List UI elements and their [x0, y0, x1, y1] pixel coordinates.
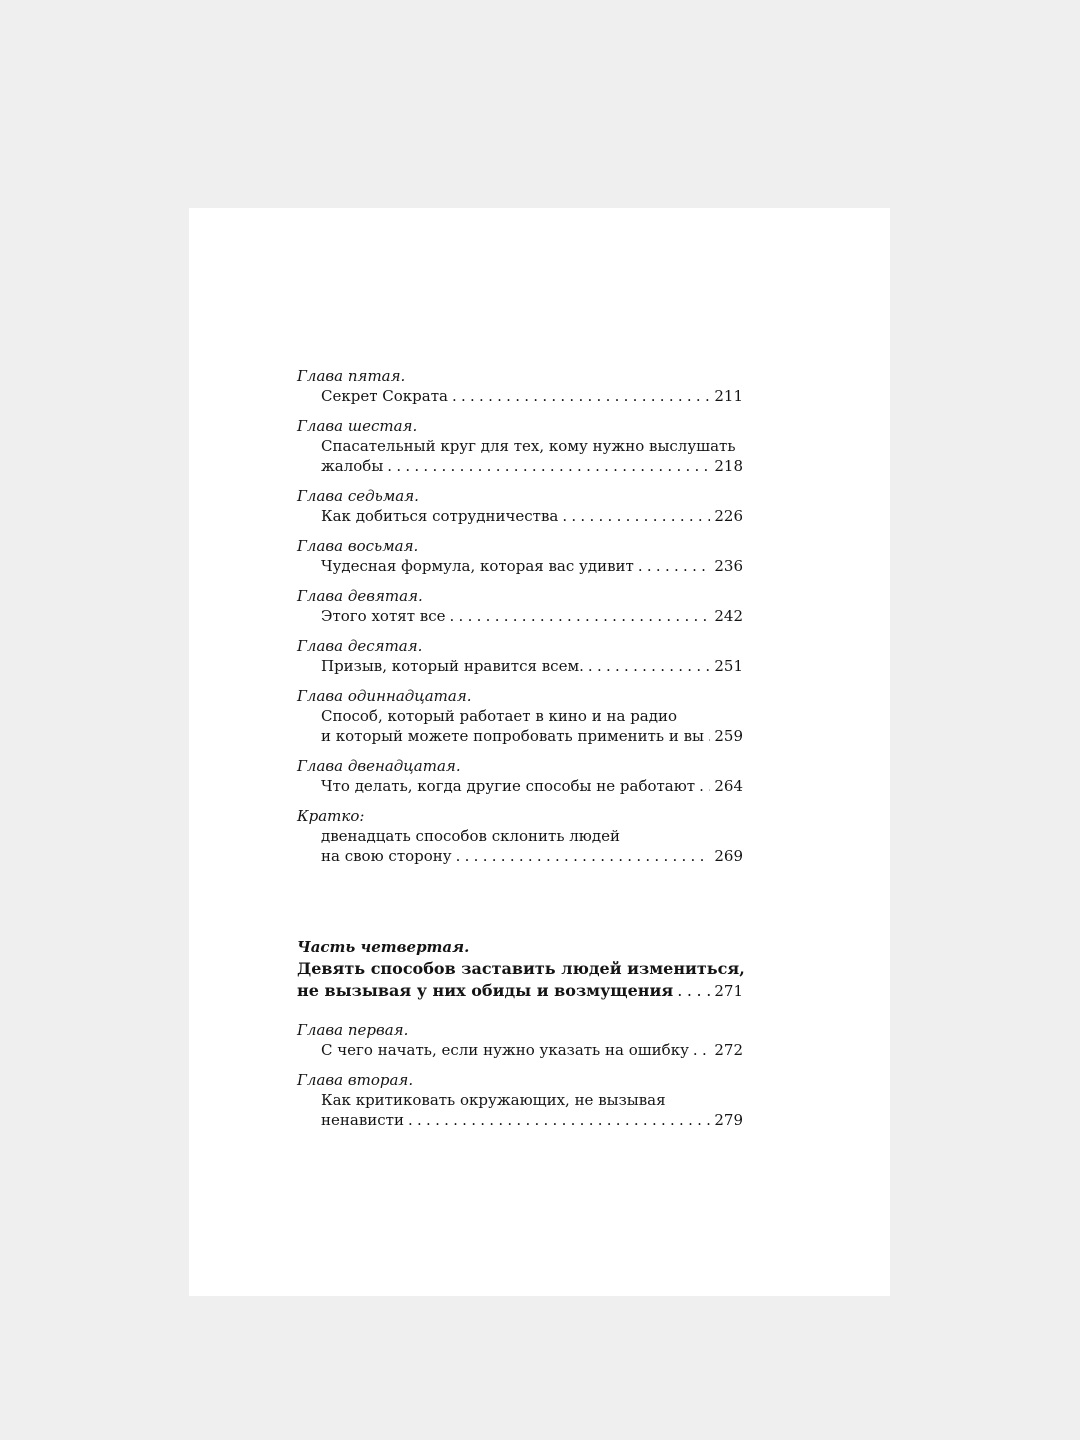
chapter-title: С чего начать, если нужно указать на ошибку	[321, 1041, 689, 1059]
chapter-title-line	[321, 386, 743, 406]
toc-entry-p4-chapter-2	[297, 1070, 743, 1130]
chapter-title-line	[321, 1040, 743, 1060]
chapter-title-line-1: Как критиковать окружающих, не вызывая	[321, 1091, 666, 1109]
toc-part-4	[297, 936, 743, 1002]
part-title: не вызывая у них обиды и возмущения	[297, 981, 674, 1000]
toc-entry-chapter-9	[297, 586, 743, 626]
chapter-title: Секрет Сократа	[321, 387, 448, 405]
chapter-label: Глава десятая.	[297, 637, 423, 655]
chapter-label: Кратко:	[297, 807, 365, 825]
dot-leader	[387, 456, 710, 476]
page-number: 272	[714, 1041, 743, 1059]
chapter-label: Глава первая.	[297, 1021, 409, 1039]
toc-entry-chapter-12	[297, 756, 743, 796]
chapter-title-line	[321, 656, 743, 676]
chapter-title: Этого хотят все	[321, 607, 446, 625]
page-number: 218	[714, 457, 743, 475]
page-number: 251	[714, 657, 743, 675]
toc-entry-chapter-11	[297, 686, 743, 746]
chapter-title-line	[321, 776, 743, 796]
toc-entry-p4-chapter-1	[297, 1020, 743, 1060]
toc-entry-chapter-6	[297, 416, 743, 476]
chapter-title-line-1: Спасательный круг для тех, кому нужно выслушать	[321, 437, 736, 455]
page-number: 279	[714, 1111, 743, 1129]
chapter-title: и который можете попробовать применить и вы	[321, 727, 704, 745]
chapter-label: Глава пятая.	[297, 367, 406, 385]
chapter-title-line	[321, 506, 743, 526]
part-label: Часть четвертая.	[297, 938, 470, 956]
chapter-title: Чудесная формула, которая вас удивит	[321, 557, 634, 575]
dot-leader	[452, 386, 710, 406]
dot-leader	[456, 846, 711, 866]
chapter-title-line	[321, 456, 743, 476]
part-title-line	[297, 980, 743, 1002]
chapter-title-line	[321, 1110, 743, 1130]
toc-entry-chapter-8	[297, 536, 743, 576]
part-title-line-1: Девять способов заставить людей измениться,	[297, 959, 745, 978]
dot-leader	[450, 606, 711, 626]
chapter-title-line-1: Способ, который работает в кино и на радио	[321, 707, 678, 725]
toc-entry-chapter-5	[297, 366, 743, 406]
chapter-title: Что делать, когда другие способы не работают	[321, 777, 696, 795]
table-of-contents	[297, 366, 743, 1140]
page-number: 226	[714, 507, 743, 525]
page-number: 259	[714, 727, 743, 745]
chapter-label: Глава одиннадцатая.	[297, 687, 472, 705]
dot-leader	[638, 556, 711, 576]
chapter-label: Глава шестая.	[297, 417, 418, 435]
dot-leader	[708, 726, 710, 746]
chapter-label: Глава седьмая.	[297, 487, 419, 505]
dot-leader	[693, 1040, 710, 1060]
chapter-title-line	[321, 556, 743, 576]
chapter-label: Глава девятая.	[297, 587, 423, 605]
book-page	[189, 208, 890, 1296]
chapter-title: жалобы	[321, 457, 384, 475]
chapter-title-line	[321, 726, 743, 746]
chapter-title-line	[321, 606, 743, 626]
chapter-title: на свою сторону	[321, 847, 452, 865]
dot-leader	[588, 656, 710, 676]
page-number: 236	[714, 557, 743, 575]
chapter-title-line-1: двенадцать способов склонить людей	[321, 827, 620, 845]
page-number: 269	[714, 847, 743, 865]
dot-leader	[408, 1110, 710, 1130]
chapter-label: Глава двенадцатая.	[297, 757, 461, 775]
chapter-label: Глава вторая.	[297, 1071, 414, 1089]
chapter-title-line	[321, 846, 743, 866]
toc-entry-chapter-10	[297, 636, 743, 676]
page-number: 271	[714, 982, 743, 1000]
chapter-title: Призыв, который нравится всем.	[321, 657, 584, 675]
page-number: 242	[714, 607, 743, 625]
chapter-title: Как добиться сотрудничества	[321, 507, 559, 525]
chapter-title: ненависти	[321, 1111, 404, 1129]
dot-leader	[677, 980, 710, 1002]
dot-leader	[699, 776, 710, 796]
dot-leader	[562, 506, 710, 526]
chapter-label: Глава восьмая.	[297, 537, 419, 555]
toc-entry-chapter-7	[297, 486, 743, 526]
page-number: 211	[714, 387, 743, 405]
page-number: 264	[714, 777, 743, 795]
toc-entry-summary	[297, 806, 743, 866]
